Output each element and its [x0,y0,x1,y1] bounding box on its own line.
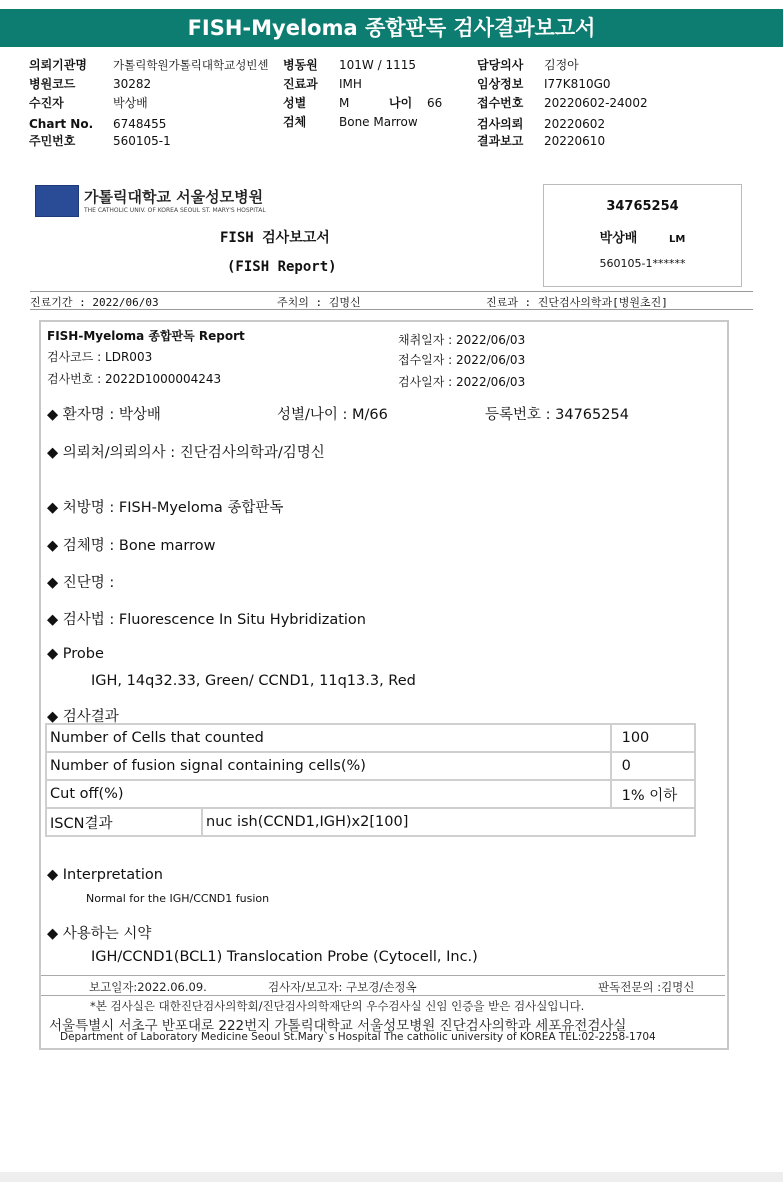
value-resident-no: 560105-1 [113,134,171,148]
label-department: 진료과 [283,77,318,91]
test-no: 검사번호 : 2022D1000004243 [47,372,222,386]
label-result-report: 결과보고 [477,134,524,148]
label-request: 검사의뢰 [477,117,524,131]
lab-address: 서울특별시 서초구 반포대로 222번지 가톨릭대학교 서울성모병원 진단검사의학과 세포유전검사실 [49,1018,627,1034]
hospital-name: 가톨릭대학교 서울성모병원 [84,188,264,206]
value-department: IMH [339,77,362,91]
table-row [46,724,695,752]
specimen-name: ◆ 검체명 : Bone marrow [47,538,216,554]
divider [30,291,753,292]
result-heading: ◆ 검사결과 [47,709,119,725]
table-row [46,752,695,780]
table-row [46,780,695,808]
label-resident-no: 주민번호 [29,134,76,148]
report-name: FISH-Myeloma 종합판독 Report [47,329,245,343]
label-specimen: 검체 [283,115,307,129]
reagent-value: IGH/CCND1(BCL1) Translocation Probe (Cytocell, Inc.) [91,949,478,965]
reading-doctor: 판독전문의 :김명신 [598,980,695,994]
test-method: ◆ 검사법 : Fluorescence In Situ Hybridization [47,612,366,628]
value-request: 20220602 [544,117,606,131]
value-receipt-no: 20220602-24002 [544,96,648,110]
value-age: 66 [427,96,443,110]
value-institution: 가톨릭학원가톨릭대학교성빈센 [113,58,269,72]
bottom-bar [0,1172,783,1182]
probe-value: IGH, 14q32.33, Green/ CCND1, 11q13.3, Red [91,673,416,689]
requester: ◆ 의뢰처/의뢰의사 : 진단검사의학과/김명신 [47,445,325,461]
value-ward: 101W / 1115 [339,58,416,72]
table-cell: Number of fusion signal containing cells(%) [46,752,611,780]
table-cell: Number of Cells that counted [46,724,611,752]
label-hospital-code: 병원코드 [29,77,76,91]
value-chart-no: 6748455 [113,117,167,131]
label-chart-no: Chart No. [29,117,94,131]
collect-date: 채취일자 : 2022/06/03 [398,333,526,347]
test-code: 검사코드 : LDR003 [47,350,153,364]
label-sex: 성별 [283,96,307,110]
registration-no: 등록번호 : 34765254 [485,407,629,423]
patient-tag: LM [669,234,686,245]
patient-line: ◆ 환자명 : 박상배 [47,407,161,423]
label-receipt-no: 접수번호 [477,96,524,110]
table-cell: nuc ish(CCND1,IGH)x2[100] [202,808,695,836]
tester: 검사자/보고자: 구보경/손정옥 [268,980,417,994]
divider [30,309,753,310]
table-cell: 0 [611,752,695,780]
interpretation-value: Normal for the IGH/CCND1 fusion [86,892,270,905]
value-sex: M [339,96,350,110]
table-cell: ISCN결과 [46,808,202,836]
value-clinical-info: I77K810G0 [544,77,611,91]
attending-doctor: 주치의 : 김명신 [277,296,361,309]
table-cell: 1% 이하 [611,780,695,808]
label-age: 나이 [389,96,413,110]
value-result-report: 20220610 [544,134,606,148]
visit-department: 진료과 : 진단검사의학과[병원초진] [486,296,668,309]
table-cell: 100 [611,724,695,752]
table-cell: Cut off(%) [46,780,611,808]
reagent-heading: ◆ 사용하는 시약 [47,926,152,942]
probe-heading: ◆ Probe [47,646,104,662]
label-institution: 의뢰기관명 [29,58,87,72]
label-patient: 수진자 [29,96,64,110]
receive-date: 접수일자 : 2022/06/03 [398,353,526,367]
result-table [45,723,696,837]
divider [41,975,725,976]
patient-box [543,184,742,287]
patient-number: 34765254 [606,199,679,214]
hospital-name-en: THE CATHOLIC UNIV. OF KOREA SEOUL ST. MARY'S HOSPITAL [84,207,266,214]
visit-date: 진료기간 : 2022/06/03 [30,296,159,309]
value-doctor: 김정아 [544,58,579,72]
patient-id: 560105-1****** [599,257,686,270]
report-date: 보고일자:2022.06.09. [89,980,207,994]
value-specimen: Bone Marrow [339,115,418,129]
test-date: 검사일자 : 2022/06/03 [398,375,526,389]
label-doctor: 담당의사 [477,58,524,72]
value-hospital-code: 30282 [113,77,152,91]
report-title-ko: FISH 검사보고서 [220,230,330,246]
label-ward: 병동원 [283,58,318,72]
hospital-logo [35,185,79,217]
lab-address-en: Department of Laboratory Medicine Seoul St.Mary`s Hospital The catholic university of KOREA TEL:02-2258-1704 [60,1031,656,1043]
sex-age: 성별/나이 : M/66 [277,407,388,423]
order-name: ◆ 처방명 : FISH-Myeloma 종합판독 [47,500,284,516]
patient-name: 박상배 [599,231,638,246]
table-row [46,808,695,836]
interpretation-heading: ◆ Interpretation [47,867,163,883]
divider [41,995,725,996]
accreditation-note: *본 검사실은 대한진단검사의학회/진단검사의학재단의 우수검사실 신임 인증을 받은 검사실입니다. [90,999,585,1013]
value-patient: 박상배 [113,96,148,110]
report-title-en: (FISH Report) [227,259,337,275]
patient-name-line [544,227,741,246]
label-clinical-info: 임상정보 [477,77,524,91]
diagnosis: ◆ 진단명 : [47,575,115,591]
report-banner: FISH-Myeloma 종합판독 검사결과보고서 [0,9,783,47]
